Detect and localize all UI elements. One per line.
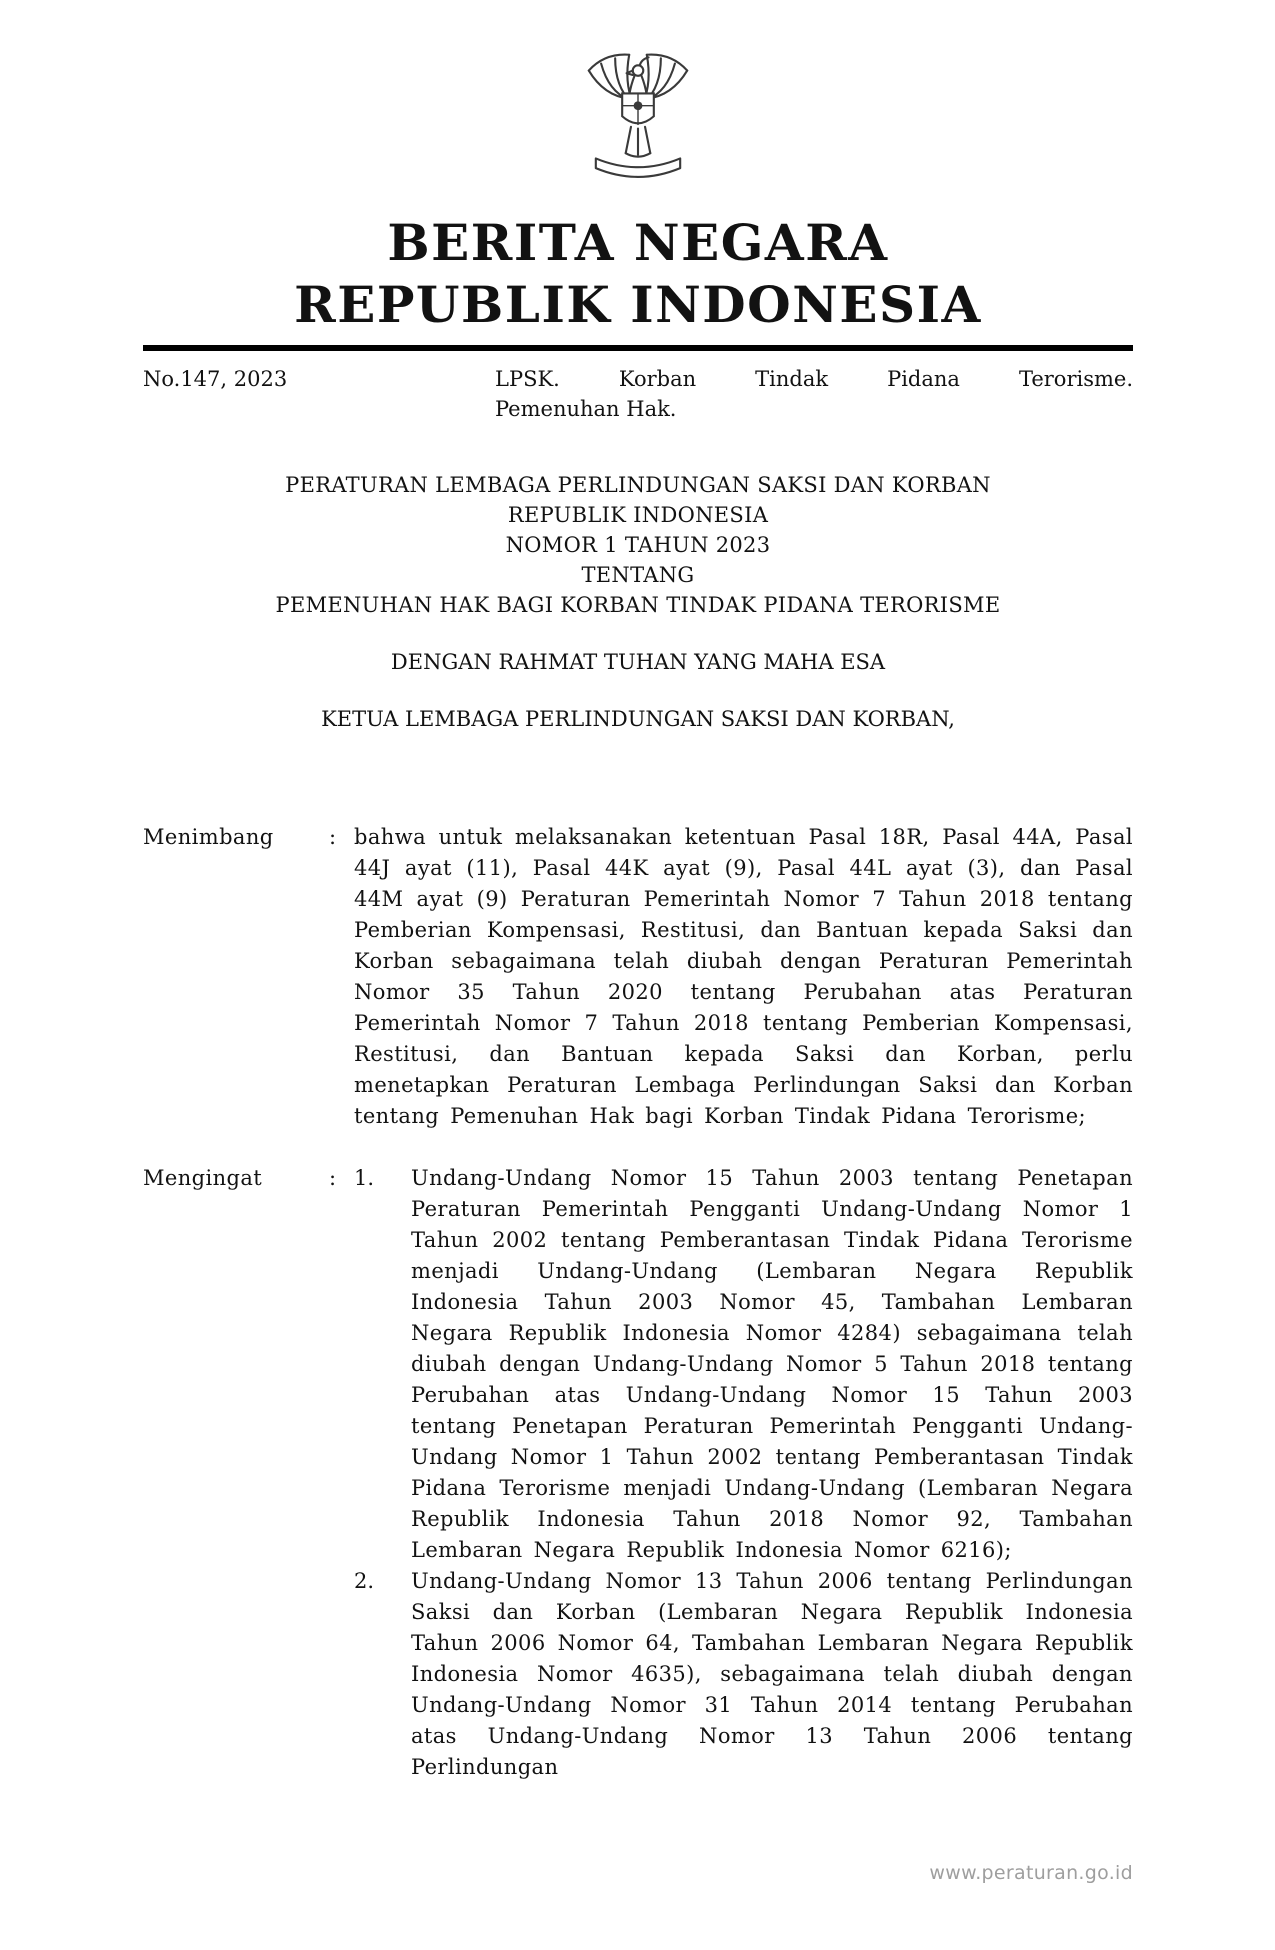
- legal-basis-item-1: [354, 1163, 1133, 1566]
- item-text: Undang-Undang Nomor 15 Tahun 2003 tentang Penetapan Peraturan Pemerintah Pengganti Undang-Undang Nomor 1 Tahun 2002 tentang Pemberantasan Tindak Pidana Terorisme menjadi Undang-Undang (Lembaran Negara Republik Indonesia Tahun 2003 Nomor 45, Tambahan Lembaran Negara Republik Indonesia Nomor 4284) sebagaimana telah diubah dengan Undang-Undang Nomor 5 Tahun 2018 tentang Perubahan atas Undang-Undang Nomor 15 Tahun 2003 tentang Penetapan Peraturan Pemerintah Pengganti Undang-Undang Nomor 1 Tahun 2002 tentang Pemberantasan Tindak Pidana Terorisme menjadi Undang-Undang (Lembaran Negara Republik Indonesia Tahun 2018 Nomor 92, Tambahan Lembaran Negara Republik Indonesia Nomor 6216);: [411, 1166, 1133, 1562]
- considerations-clause: [143, 822, 1133, 1132]
- invocation-line: DENGAN RAHMAT TUHAN YANG MAHA ESA: [390, 650, 886, 674]
- subject-block: [495, 364, 1133, 424]
- subject-line-2: Pemenuhan Hak.: [495, 397, 677, 421]
- item-number: 2.: [354, 1569, 375, 1593]
- regulation-title-line-2: REPUBLIK INDONESIA: [507, 503, 769, 527]
- considerations-label: Menimbang: [143, 825, 274, 849]
- gazette-masthead: [143, 212, 1133, 336]
- garuda-emblem-icon: [580, 44, 696, 185]
- gazette-header-row: [143, 364, 1133, 424]
- masthead-rule: [143, 345, 1133, 351]
- issuer-line: KETUA LEMBAGA PERLINDUNGAN SAKSI DAN KORBAN,: [321, 707, 955, 731]
- issue-number: No.147, 2023: [143, 367, 288, 391]
- item-number: 1.: [354, 1166, 375, 1190]
- regulation-title: [143, 470, 1133, 620]
- legal-basis-clause: [143, 1163, 1133, 1783]
- gazette-title-line2: REPUBLIK INDONESIA: [294, 275, 982, 334]
- considerations-text: bahwa untuk melaksanakan ketentuan Pasal 18R, Pasal 44A, Pasal 44J ayat (11), Pasal 44K ayat (9), Pasal 44L ayat (3), dan Pasal 44M ayat (9) Peraturan Pemerintah Nomor 7 Tahun 2018 tentang Pemberian Kompensasi, Restitusi, dan Bantuan kepada Saksi dan Korban sebagaimana telah diubah dengan Peraturan Pemerintah Nomor 35 Tahun 2020 tentang Perubahan atas Peraturan Pemerintah Nomor 7 Tahun 2018 tentang Pemberian Kompensasi, Restitusi, dan Bantuan kepada Saksi dan Korban, perlu menetapkan Peraturan Lembaga Perlindungan Saksi dan Korban tentang Pemenuhan Hak bagi Korban Tindak Pidana Terorisme;: [354, 825, 1133, 1128]
- subject-line-1: LPSK. Korban Tindak Pidana Terorisme.: [495, 367, 1133, 391]
- regulation-title-line-3: NOMOR 1 TAHUN 2023: [505, 533, 771, 557]
- legal-basis-list: [354, 1163, 1133, 1783]
- regulation-title-line-5: PEMENUHAN HAK BAGI KORBAN TINDAK PIDANA TERORISME: [275, 593, 1001, 617]
- legal-basis-item-2: [354, 1566, 1133, 1783]
- footer-watermark: www.peraturan.go.id: [929, 1862, 1133, 1884]
- legal-basis-colon: :: [329, 1166, 337, 1190]
- considerations-colon: :: [329, 825, 337, 849]
- regulation-title-line-1: PERATURAN LEMBAGA PERLINDUNGAN SAKSI DAN KORBAN: [285, 473, 991, 497]
- regulation-title-line-4: TENTANG: [581, 563, 695, 587]
- legal-basis-label: Mengingat: [143, 1166, 263, 1190]
- emblem-container: [143, 44, 1133, 202]
- item-text: Undang-Undang Nomor 13 Tahun 2006 tentang Perlindungan Saksi dan Korban (Lembaran Negara Republik Indonesia Tahun 2006 Nomor 64, Tambahan Lembaran Negara Republik Indonesia Nomor 4635), sebagaimana telah diubah dengan Undang-Undang Nomor 31 Tahun 2014 tentang Perubahan atas Undang-Undang Nomor 13 Tahun 2006 tentang Perlindungan: [411, 1569, 1133, 1779]
- gazette-title-line1: BERITA NEGARA: [387, 213, 889, 272]
